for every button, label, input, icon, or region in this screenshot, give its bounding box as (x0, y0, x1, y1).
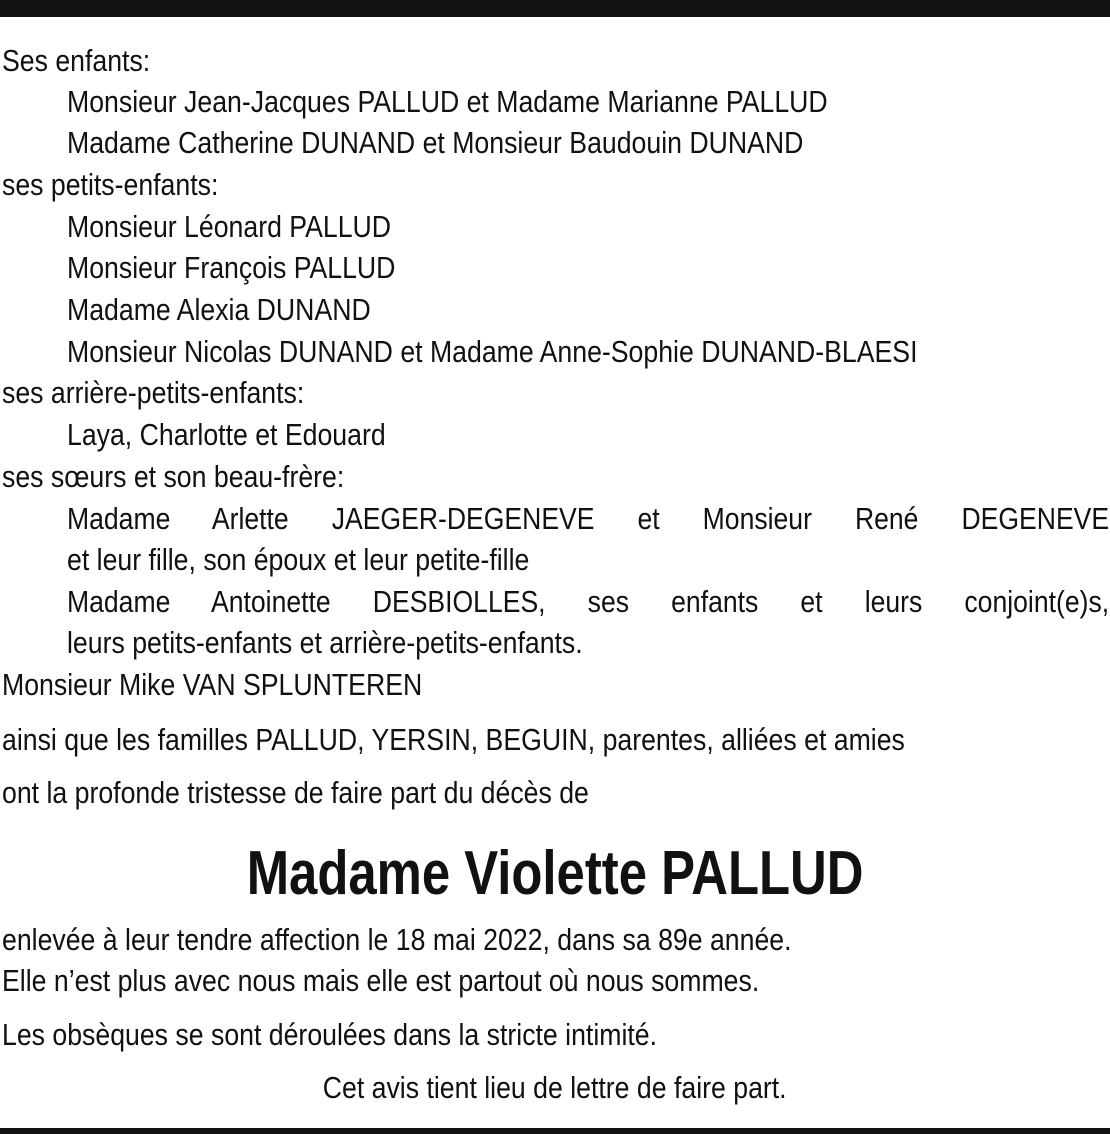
siblings-label: ses sœurs et son beau-frère: (2, 459, 345, 494)
announcement-line: ont la profonde tristesse de faire part du décès de (2, 775, 589, 810)
closing-text: Cet avis tient lieu de lettre de faire part. (323, 1070, 787, 1105)
grandchild-entry: Monsieur Nicolas DUNAND et Madame Anne-Sophie DUNAND-BLAESI (67, 334, 918, 369)
quote-line: Elle n’est plus avec nous mais elle est partout où nous sommes. (2, 963, 760, 998)
child-entry: Madame Catherine DUNAND et Monsieur Baudouin DUNAND (67, 125, 804, 160)
deceased-name (0, 838, 1110, 910)
sibling-entry-line1: Madame Antoinette DESBIOLLES, ses enfants et leurs conjoint(e)s, (67, 584, 1110, 619)
sibling-entry-line1: Madame Arlette JAEGER-DEGENEVE et Monsieur René DEGENEVE (67, 501, 1110, 536)
funeral-line: Les obsèques se sont déroulées dans la stricte intimité. (2, 1017, 658, 1052)
sibling-entry-line2: et leur fille, son époux et leur petite-fille (67, 542, 530, 577)
great-grandchildren-label: ses arrière-petits-enfants: (2, 375, 305, 410)
grandchild-entry: Monsieur François PALLUD (67, 250, 396, 285)
sibling-entry-line2: leurs petits-enfants et arrière-petits-enfants. (67, 625, 583, 660)
great-grandchild-entry: Laya, Charlotte et Edouard (67, 417, 386, 452)
closing-line (0, 1068, 1110, 1108)
deceased-name-text: Madame Violette PALLUD (246, 839, 864, 908)
top-rule (0, 0, 1110, 17)
families-line: ainsi que les familles PALLUD, YERSIN, BEGUIN, parentes, alliées et amies (2, 722, 905, 757)
other-person: Monsieur Mike VAN SPLUNTEREN (2, 667, 423, 702)
children-label: Ses enfants: (2, 43, 151, 78)
death-info: enlevée à leur tendre affection le 18 mai 2022, dans sa 89e année. (2, 922, 792, 957)
grandchild-entry: Madame Alexia DUNAND (67, 292, 371, 327)
grandchildren-label: ses petits-enfants: (2, 167, 219, 202)
child-entry: Monsieur Jean-Jacques PALLUD et Madame Marianne PALLUD (67, 84, 828, 119)
bottom-rule (0, 1128, 1110, 1134)
grandchild-entry: Monsieur Léonard PALLUD (67, 209, 392, 244)
